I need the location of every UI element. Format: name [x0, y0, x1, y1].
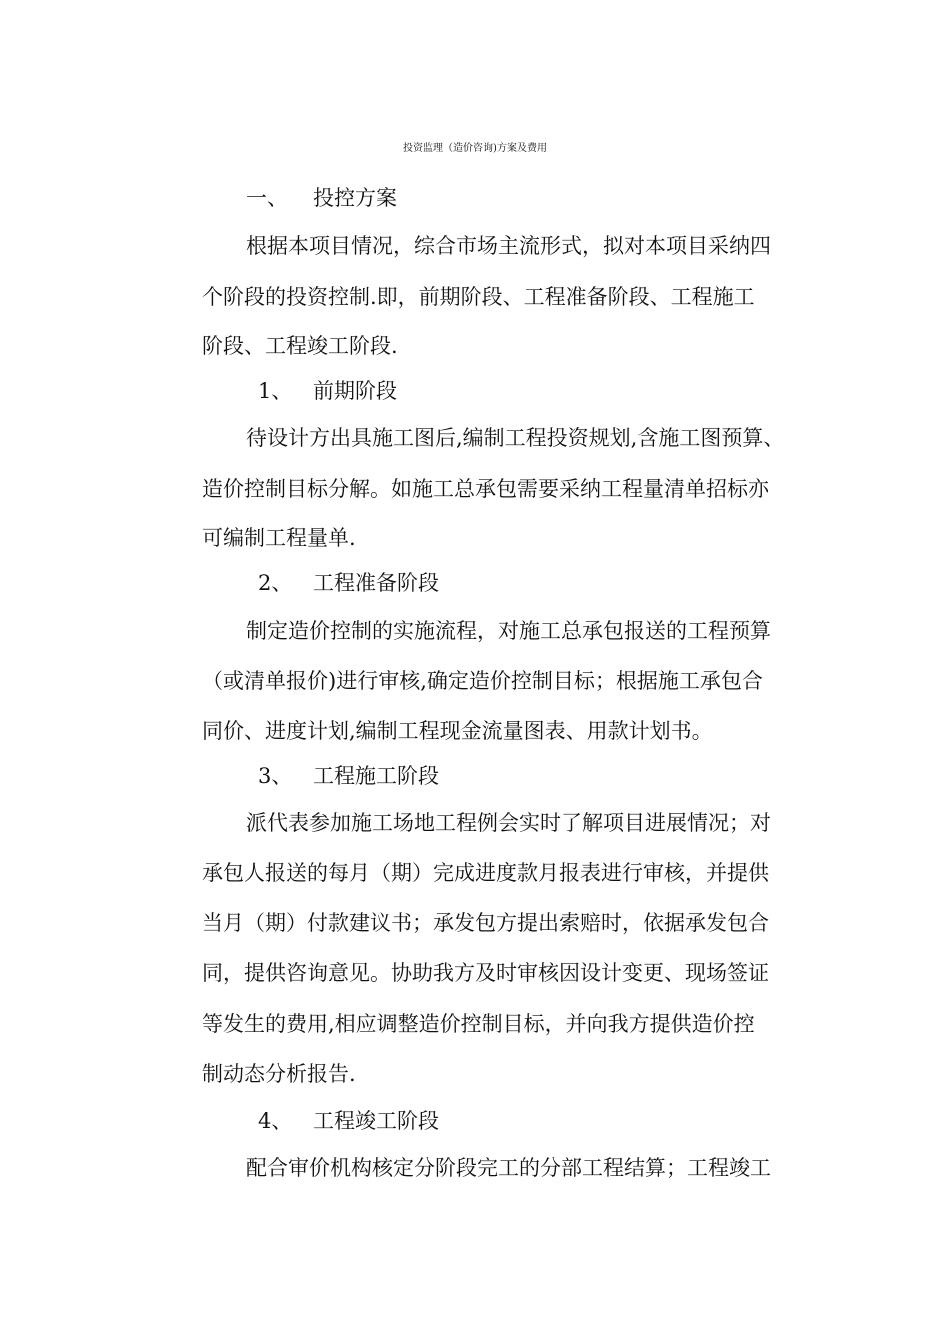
paragraph-line: 配合审价机构核定分阶段完工的分部工程结算；工程竣工 [246, 1156, 771, 1180]
paragraph-line: 根据本项目情况，综合市场主流形式，拟对本项目采纳四 [246, 234, 771, 258]
stage-heading [258, 761, 439, 791]
stage-number: 3、 [258, 764, 293, 788]
paragraph-line: 同，提供咨询意见。协助我方及时审核因设计变更、现场签证 [202, 961, 769, 985]
paragraph-line: 承包人报送的每月（期）完成进度款月报表进行审核，并提供 [202, 861, 769, 885]
stage-title: 工程竣工阶段 [313, 1109, 439, 1133]
paragraph-line: 派代表参加施工场地工程例会实时了解项目进展情况；对 [246, 811, 771, 835]
paragraph-line: 可编制工程量单. [202, 526, 356, 550]
stage-heading [258, 568, 439, 598]
section-number: 一、 [246, 186, 288, 210]
stage-heading [258, 376, 397, 406]
stage-title: 工程准备阶段 [313, 571, 439, 595]
paragraph-line: 个阶段的投资控制.即，前期阶段、工程准备阶段、工程施工 [202, 285, 755, 309]
paragraph-line: 等发生的费用,相应调整造价控制目标，并向我方提供造价控 [202, 1012, 755, 1036]
stage-number: 2、 [258, 571, 293, 595]
stage-title: 前期阶段 [313, 379, 397, 403]
paragraph-line: 制动态分析报告. [202, 1062, 356, 1086]
stage-heading [258, 1106, 439, 1136]
paragraph-line: （或清单报价)进行审核,确定造价控制目标；根据施工承包合 [202, 669, 763, 693]
section-title: 投控方案 [313, 186, 397, 210]
document-title: 投资监理（造价咨询)方案及费用 [403, 143, 547, 154]
paragraph-line: 待设计方出具施工图后,编制工程投资规划,含施工图预算、 [246, 426, 785, 450]
stage-title: 工程施工阶段 [313, 764, 439, 788]
stage-number: 4、 [258, 1109, 293, 1133]
paragraph-line: 制定造价控制的实施流程，对施工总承包报送的工程预算 [246, 619, 771, 643]
paragraph-line: 当月（期）付款建议书；承发包方提出索赔时，依据承发包合 [202, 911, 769, 935]
paragraph-line: 同价、进度计划,编制工程现金流量图表、用款计划书。 [202, 719, 713, 743]
section-heading [246, 183, 397, 213]
stage-number: 1、 [258, 379, 293, 403]
paragraph-line: 造价控制目标分解。如施工总承包需要采纳工程量清单招标亦 [202, 477, 769, 501]
paragraph-line: 阶段、工程竣工阶段. [202, 334, 398, 358]
